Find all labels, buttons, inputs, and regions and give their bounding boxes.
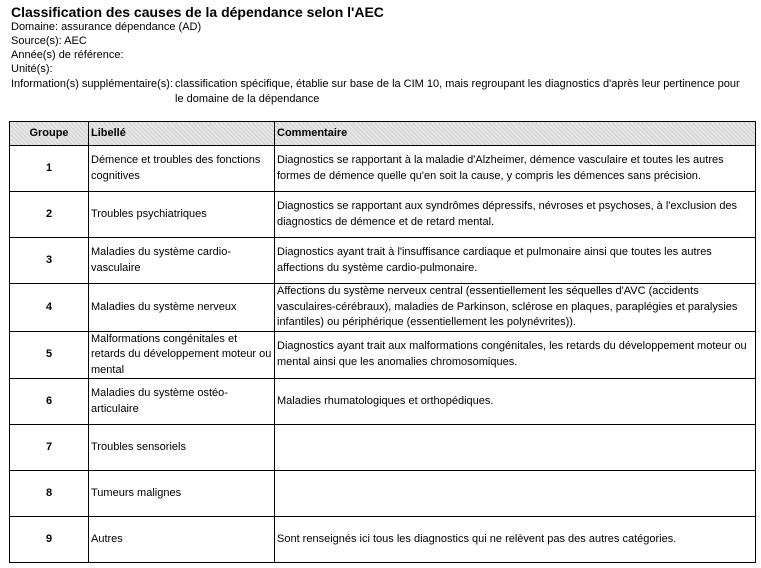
table-row bbox=[10, 146, 756, 192]
table-row bbox=[10, 471, 756, 517]
table-row bbox=[10, 192, 756, 238]
table-row bbox=[10, 425, 756, 471]
table-row bbox=[10, 238, 756, 284]
cell-libelle: Maladies du système cardio-vasculaire bbox=[89, 238, 275, 284]
cell-groupe: 8 bbox=[10, 471, 89, 517]
cell-commentaire: Affections du système nerveux central (essentiellement les séquelles d'AVC (accidents vasculaires-cérébraux), maladies de Parkinson, sclérose en plaques, paraplégies et paralysies infantiles) ou périphérique (essentiellement les polynévrites)). bbox=[275, 284, 756, 332]
meta-sources: Source(s): AEC bbox=[11, 35, 87, 47]
cell-libelle: Troubles sensoriels bbox=[89, 425, 275, 471]
page-title: Classification des causes de la dépendance selon l'AEC bbox=[11, 4, 384, 20]
cell-groupe: 9 bbox=[10, 517, 89, 563]
cell-commentaire: Diagnostics ayant trait aux malformations congénitales, les retards du développement moteur ou mental ainsi que les anomalies chromosomiques. bbox=[275, 331, 756, 379]
cell-commentaire: Maladies rhumatologiques et orthopédiques. bbox=[275, 379, 756, 425]
cell-commentaire bbox=[275, 471, 756, 517]
column-header-groupe: Groupe bbox=[10, 122, 89, 146]
cell-commentaire: Diagnostics se rapportant à la maladie d'Alzheimer, démence vasculaire et toutes les autres formes de démence quelle qu'en soit la cause, y compris les démences sans précision. bbox=[275, 146, 756, 192]
cell-libelle: Maladies du système nerveux bbox=[89, 284, 275, 332]
table-row bbox=[10, 379, 756, 425]
cell-groupe: 7 bbox=[10, 425, 89, 471]
cell-groupe: 6 bbox=[10, 379, 89, 425]
table-row bbox=[10, 331, 756, 379]
cell-groupe: 1 bbox=[10, 146, 89, 192]
cell-commentaire: Diagnostics se rapportant aux syndrômes dépressifs, névroses et psychoses, à l'exclusion des diagnostics de démence et de retard mental. bbox=[275, 192, 756, 238]
cell-libelle: Maladies du système ostéo-articulaire bbox=[89, 379, 275, 425]
meta-domaine: Domaine: assurance dépendance (AD) bbox=[11, 21, 202, 33]
cell-groupe: 3 bbox=[10, 238, 89, 284]
cell-commentaire: Sont renseignés ici tous les diagnostics qui ne relèvent pas des autres catégories. bbox=[275, 517, 756, 563]
cell-libelle: Troubles psychiatriques bbox=[89, 192, 275, 238]
table-row bbox=[10, 284, 756, 332]
cell-groupe: 4 bbox=[10, 284, 89, 332]
cell-libelle: Démence et troubles des fonctions cognitives bbox=[89, 146, 275, 192]
cell-libelle: Malformations congénitales et retards du développement moteur ou mental bbox=[89, 331, 275, 379]
meta-info-line1: classification spécifique, établie sur base de la CIM 10, mais regroupant les diagnostics d'après leur pertinence pour bbox=[175, 78, 740, 90]
cell-commentaire bbox=[275, 425, 756, 471]
cell-libelle: Autres bbox=[89, 517, 275, 563]
meta-info-value bbox=[175, 77, 745, 107]
column-header-commentaire: Commentaire bbox=[275, 122, 756, 146]
cell-commentaire: Diagnostics ayant trait à l'insuffisance cardiaque et pulmonaire ainsi que toutes les autres affections du système cardio-pulmonaire. bbox=[275, 238, 756, 284]
cell-groupe: 5 bbox=[10, 331, 89, 379]
meta-info-label: Information(s) supplémentaire(s): bbox=[11, 78, 174, 90]
cell-libelle: Tumeurs malignes bbox=[89, 471, 275, 517]
meta-annees: Année(s) de référence: bbox=[11, 49, 124, 61]
column-header-libelle: Libellé bbox=[89, 122, 275, 146]
cell-groupe: 2 bbox=[10, 192, 89, 238]
meta-unites: Unité(s): bbox=[11, 63, 53, 75]
table-row bbox=[10, 517, 756, 563]
meta-info-line2: le domaine de la dépendance bbox=[175, 93, 320, 105]
table-header-row bbox=[10, 122, 756, 146]
classification-table bbox=[9, 121, 756, 563]
